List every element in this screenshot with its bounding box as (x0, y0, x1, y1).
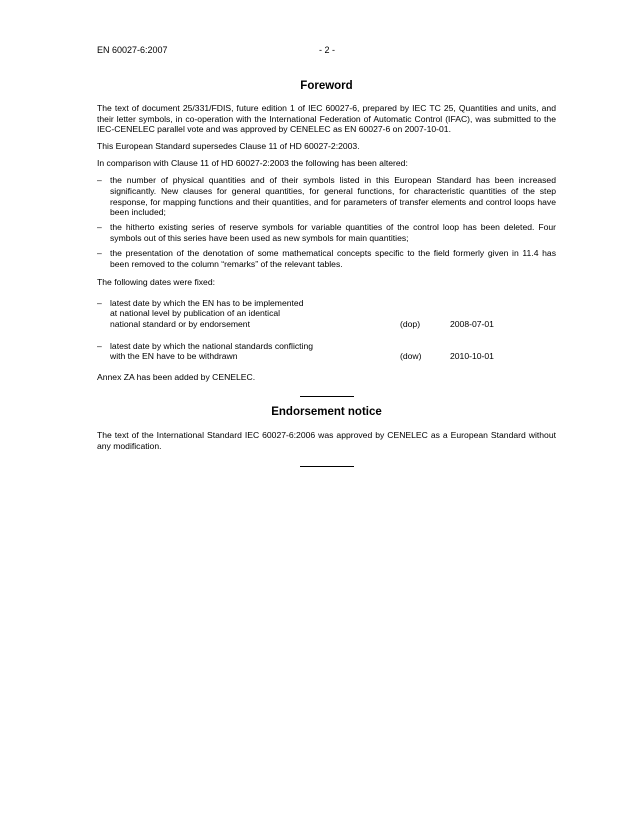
date-entry-dop (97, 298, 556, 330)
dash-bullet: – (97, 222, 102, 233)
date-description-line: latest date by which the EN has to be implemented (110, 297, 304, 308)
foreword-paragraph-1: The text of document 25/331/FDIS, future edition 1 of IEC 60027-6, prepared by IEC TC 25, Quantities and units, and their letter symbols, in co-operation with the International Federation of Automatic Control (IFAC), was submitted to the IEC-CENELEC parallel vote and was approved by CENELEC as EN 60027-6 on 2007-10-01. (97, 103, 556, 135)
endorsement-text: The text of the International Standard IEC 60027-6:2006 was approved by CENELEC as a European Standard without any modification. (97, 430, 556, 451)
page-header (97, 45, 557, 57)
dash-bullet: – (97, 175, 102, 186)
date-abbreviation: (dow) (400, 351, 422, 362)
foreword-paragraph-3: In comparison with Clause 11 of HD 60027-2:2003 the following has been altered: (97, 158, 408, 169)
date-description (110, 298, 360, 330)
date-value: 2010-10-01 (450, 351, 494, 362)
annex-note: Annex ZA has been added by CENELEC. (97, 371, 256, 382)
foreword-title: Foreword (300, 80, 353, 92)
dash-bullet: – (97, 297, 102, 308)
list-item-text: the number of physical quantities and of their symbols listed in this European Standard has been increased significantly. New clauses for general quantities, for general functions, for characteristic quantities of the step response, for mapping functions and their quantities, and for parameters of transfer elements and control loops have been included; (110, 175, 556, 218)
page-number: - 2 - (318, 45, 335, 55)
date-description (110, 341, 360, 362)
changes-list (97, 175, 556, 269)
date-value: 2008-07-01 (450, 319, 494, 329)
date-description-line: with the EN have to be withdrawn (110, 351, 238, 362)
foreword-paragraph-2: This European Standard supersedes Clause 11 of HD 60027-2:2003. (97, 141, 360, 152)
date-description-line: at national level by publication of an identical (110, 308, 281, 319)
page-content (97, 79, 556, 467)
list-item-text: the presentation of the denotation of some mathematical concepts specific to the field formerly given in 11.4 has been removed to the column “remarks” of the relevant tables. (110, 248, 556, 269)
list-item-text: the hitherto existing series of reserve symbols for variable quantities of the control loop has been deleted. Four symbols out of this series have been used as new symbols for main quantities; (110, 222, 556, 243)
section-divider (300, 396, 354, 397)
document-id: EN 60027-6:2007 (97, 45, 168, 55)
dash-bullet: – (97, 248, 102, 259)
section-divider (300, 466, 354, 467)
date-description-line: national standard or by endorsement (110, 319, 250, 329)
list-item (97, 175, 556, 217)
list-item (97, 222, 556, 243)
endorsement-title: Endorsement notice (271, 406, 382, 419)
dates-intro: The following dates were fixed: (97, 277, 215, 288)
date-description-line: latest date by which the national standards conflicting (110, 340, 314, 351)
date-abbreviation: (dop) (400, 319, 421, 329)
date-entry-dow (97, 341, 556, 362)
dash-bullet: – (97, 340, 102, 351)
list-item (97, 248, 556, 269)
